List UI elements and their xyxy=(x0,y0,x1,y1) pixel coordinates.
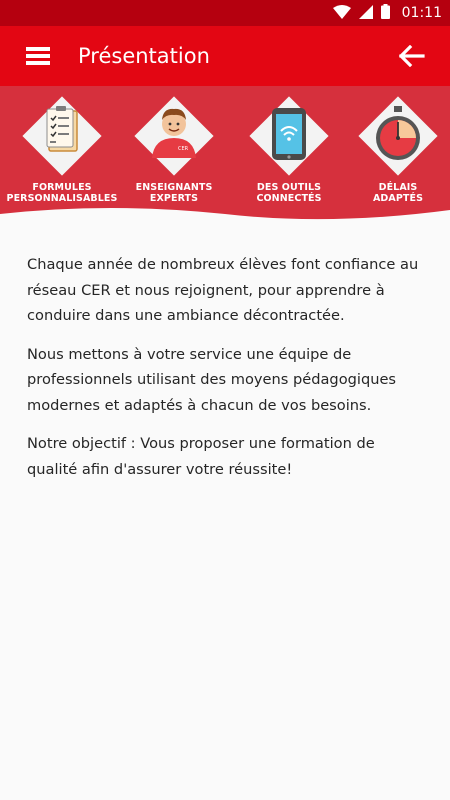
arrow-back-icon[interactable] xyxy=(388,32,436,80)
paragraph: Notre objectif : Vous proposer une formation de qualité afin d'assurer votre réussite! xyxy=(27,435,375,478)
teacher-icon xyxy=(132,94,216,178)
feature-formules xyxy=(6,94,118,204)
status-time: 01:11 xyxy=(401,5,442,21)
feature-label: FORMULES PERSONNALISABLES xyxy=(6,182,118,204)
feature-enseignants xyxy=(118,94,230,204)
hamburger-menu-icon[interactable] xyxy=(8,26,68,86)
status-icons xyxy=(333,4,442,23)
battery-icon xyxy=(381,4,390,23)
paragraph: Nous mettons à votre service une équipe de professionnels utilisant des moyens pédagogiques modernes et adaptés à chacun de vos besoins. xyxy=(27,345,397,414)
presentation-content xyxy=(0,230,450,800)
feature-label: DES OUTILS CONNECTÉS xyxy=(256,182,322,204)
banner-wave xyxy=(0,200,450,230)
cer-badge: CER xyxy=(178,146,189,152)
feature-delais xyxy=(342,94,450,204)
feature-label: ENSEIGNANTS EXPERTS xyxy=(135,182,213,204)
signal-icon xyxy=(359,4,373,23)
wifi-icon xyxy=(333,4,351,23)
feature-label: DÉLAIS ADAPTÉS xyxy=(372,182,424,204)
paragraph: Chaque année de nombreux élèves font confiance au réseau CER et nous rejoignent, pour apprendre à conduire dans une ambiance décontractée. xyxy=(27,256,419,324)
tablet-wifi-icon xyxy=(247,94,331,178)
app-bar xyxy=(0,26,450,86)
stopwatch-icon xyxy=(356,94,440,178)
page-title: Présentation xyxy=(78,44,210,68)
status-bar xyxy=(0,0,450,26)
checklist-icon xyxy=(20,94,104,178)
features-banner xyxy=(0,86,450,230)
feature-outils xyxy=(233,94,345,204)
